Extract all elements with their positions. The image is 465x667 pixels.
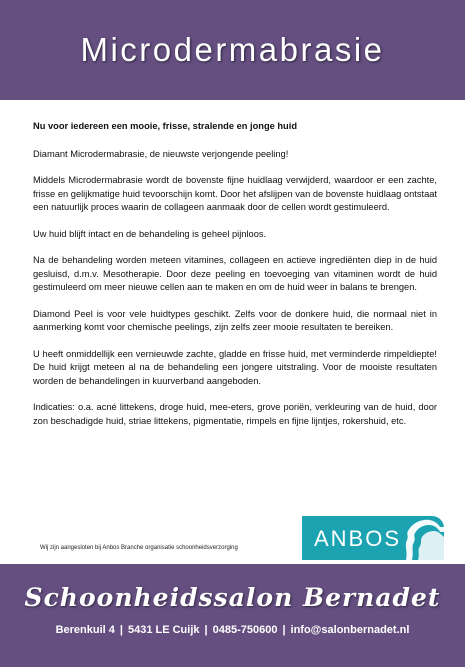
- separator: |: [204, 624, 208, 636]
- paragraph-results: U heeft onmiddellijk een vernieuwde zachte, gladde en frisse huid, met verminderde rimpeldiepte! De huid krijgt meteen al na de behandeling een jongere uitstraling. Voor de mooiste resultaten worden de behandelingen in kuurverband aangeboden.: [33, 348, 437, 386]
- lead-text: Nu voor iedereen een mooie, frisse, stralende en jonge huid: [33, 121, 297, 131]
- paragraph-indications: Indicaties: o.a. acné littekens, droge huid, mee-eters, grove poriën, verkleuring van de huid, door zon beschadigde huid, striae littekens, pigmentatie, rimpels en fijne lijntjes, rokershuid, etc.: [33, 402, 437, 426]
- paragraph-aftercare: Na de behandeling worden meteen vitamines, collageen en actieve ingrediënten diep in de huid gesluisd, d.m.v. Mesotherapie. Door deze peeling en toevoeging van vitaminen wordt de huid gestimuleerd om meer nieuwe cellen aan te maken en om de huid weer in balans te brengen.: [33, 255, 437, 292]
- page-title: Microdermabrasie: [80, 31, 385, 68]
- paragraph-method: Middels Microdermabrasie wordt de bovenste fijne huidlaag verwijderd, waardoor er een zachte, frisse en gelijkmatige huid tevoorschijn komt. Door het afslijpen van de bovenste huidlaag ontstaat een natuurlijk proces waarin de collageen aanmaak door de cellen wordt gestimuleerd.: [33, 175, 437, 212]
- separator: |: [119, 624, 123, 636]
- email-link[interactable]: info@salonbernadet.nl: [290, 624, 410, 636]
- membership-note: Wij zijn aangesloten bij Anbos Branche organisatie schoonheidsverzorging: [40, 545, 238, 551]
- phone[interactable]: 0485-750600: [212, 624, 278, 636]
- paragraph-intro: Diamant Microdermabrasie, de nieuwste verjongende peeling!: [33, 148, 289, 159]
- address: Berenkuil 4: [55, 624, 115, 636]
- face-profile-icon: [398, 516, 444, 560]
- separator: |: [282, 624, 286, 636]
- header-banner: [0, 0, 465, 100]
- postal-city: 5431 LE Cuijk: [127, 624, 200, 636]
- anbos-logo-text: ANBOS: [314, 526, 402, 551]
- footer-banner: [0, 564, 465, 667]
- salon-name: Schoonheidssalon Bernadet: [24, 583, 441, 612]
- paragraph-painless: Uw huid blijft intact en de behandeling is geheel pijnloos.: [33, 228, 267, 239]
- paragraph-skin-types: Diamond Peel is voor vele huidtypes geschikt. Zelfs voor de donkere huid, die normaal niet in aanmerking komt voor chemische peelings, zijn zelfs zeer mooie resultaten te bereiken.: [33, 308, 437, 332]
- anbos-logo: [302, 516, 444, 560]
- contact-line: [0, 624, 465, 636]
- article-body: [33, 120, 437, 441]
